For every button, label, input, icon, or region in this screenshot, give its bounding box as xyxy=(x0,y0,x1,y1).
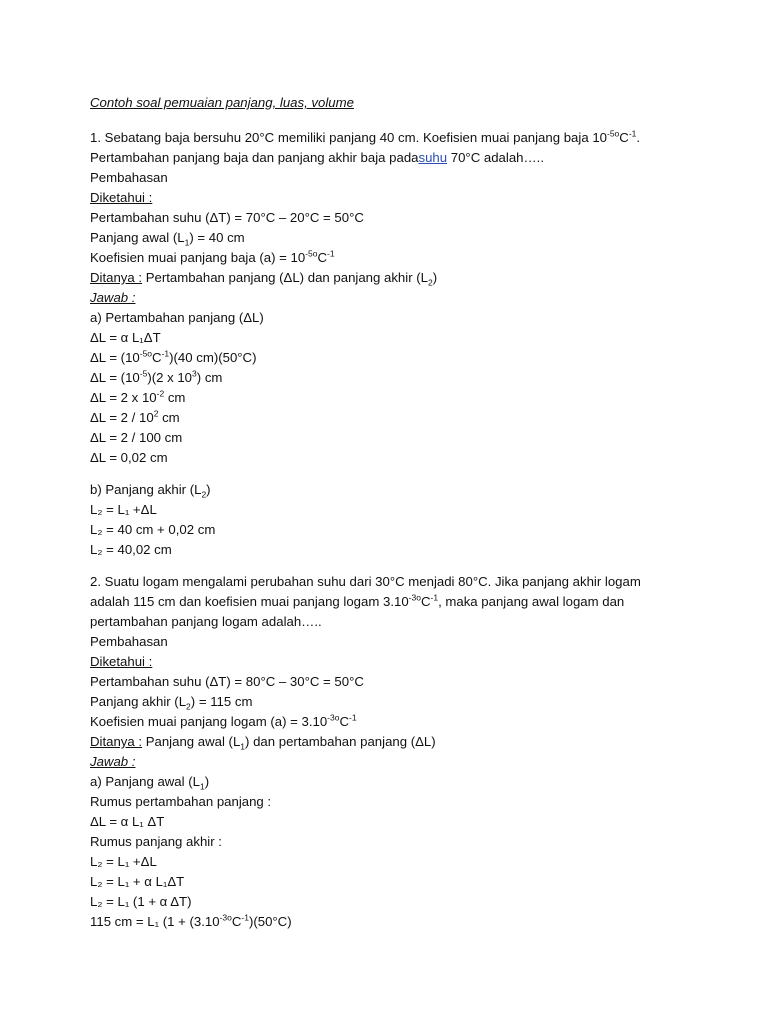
ditanya-line: Ditanya : Panjang awal $(L_1)$ dan pertambahan panjang (ΔL) xyxy=(90,734,436,752)
given-line: Panjang akhir $(L_2) = 115$ cm xyxy=(90,694,253,712)
formula-label: Rumus pertambahan panjang : xyxy=(90,794,272,809)
diketahui-label: Diketahui : xyxy=(90,190,153,205)
given-line: Pertambahan suhu (ΔT) = 80°C – 30°C = 50°C xyxy=(90,674,364,689)
problem2-question: 2. Suatu logam mengalami perubahan suhu dari 30°C menjadi 80°C. Jika panjang akhir logam adalah 115 cm dan koefisien muai panjang logam $3.10^{-3o}C^{-1}$, maka panjang awal logam dan pertambahan panjang logam adalah….. xyxy=(90,574,641,629)
equation-line: ΔL = 2 / 100 cm xyxy=(90,430,183,445)
given-line: Koefisien muai panjang baja $(a) = 10^{-5o}C^{-1}$ xyxy=(90,248,335,265)
ditanya-label: Ditanya : xyxy=(90,734,143,749)
equation-line: ΔL = 0,02 cm xyxy=(90,450,168,465)
document-title: Contoh soal pemuaian panjang, luas, volume xyxy=(90,95,354,110)
equation-line: $\Delta L = (10^{-5o}C^{-1})(40$ cm)(50°C) xyxy=(90,348,257,365)
equation-line: $\Delta L = 2 / 10^2$ cm xyxy=(90,408,180,425)
equation-line: L₂ = L₁ + α L₁ΔT xyxy=(90,874,185,889)
jawab-label: Jawab : xyxy=(90,754,136,769)
given-line: Panjang awal $(L_1) = 40$ cm xyxy=(90,230,245,248)
problem1-question: 1. Sebatang baja bersuhu 20°C memiliki panjang 40 cm. Koefisien muai panjang baja $10^{-5o}C^{-1}$. xyxy=(90,128,641,145)
equation-line: L₂ = 40 cm + 0,02 cm xyxy=(90,522,216,537)
formula-label: Rumus panjang akhir : xyxy=(90,834,222,849)
ditanya-line: Ditanya : Pertambahan panjang (ΔL) dan panjang akhir $(L_2)$ xyxy=(90,270,438,288)
suhu-link[interactable]: suhu xyxy=(418,150,448,165)
equation-line: L₂ = 40,02 cm xyxy=(90,542,172,557)
answer-heading: a) Pertambahan panjang (ΔL) xyxy=(90,310,264,325)
equation-line: $\Delta L = (10^{-5})(2$ x $10^3$) cm xyxy=(90,368,223,385)
document-body xyxy=(90,93,690,932)
ditanya-label: Ditanya : xyxy=(90,270,143,285)
equation-line: ΔL = α L₁ ΔT xyxy=(90,814,165,829)
answer-heading: b) Panjang akhir $(L_2)$ xyxy=(90,482,211,500)
given-line: Pertambahan suhu (ΔT) = 70°C – 20°C = 50°C xyxy=(90,210,364,225)
equation-line: L₂ = L₁ +ΔL xyxy=(90,502,157,517)
answer-heading: a) Panjang awal $(L_1)$ xyxy=(90,774,210,792)
equation-line: ΔL = α L₁ΔT xyxy=(90,330,161,345)
pembahasan-label: Pembahasan xyxy=(90,170,168,185)
equation-line: L₂ = L₁ +ΔL xyxy=(90,854,157,869)
equation-line: 115 cm = L₁ ($1 + (3.10^{-3o}C^{-1})(50^\circ C)$ xyxy=(90,912,292,929)
diketahui-label: Diketahui : xyxy=(90,654,153,669)
given-line: Koefisien muai panjang logam $(a) = 3.10^{-3o}C^{-1}$ xyxy=(90,712,357,729)
jawab-label: Jawab : xyxy=(90,290,136,305)
pembahasan-label: Pembahasan xyxy=(90,634,168,649)
equation-line: L₂ = L₁ (1 + α ΔT) xyxy=(90,894,192,909)
equation-line: ΔL = 2 x $10^{-2}$ cm xyxy=(90,388,186,405)
problem1-question-cont: Pertambahan panjang baja dan panjang akhir baja padasuhu 70°C adalah….. xyxy=(90,150,545,165)
